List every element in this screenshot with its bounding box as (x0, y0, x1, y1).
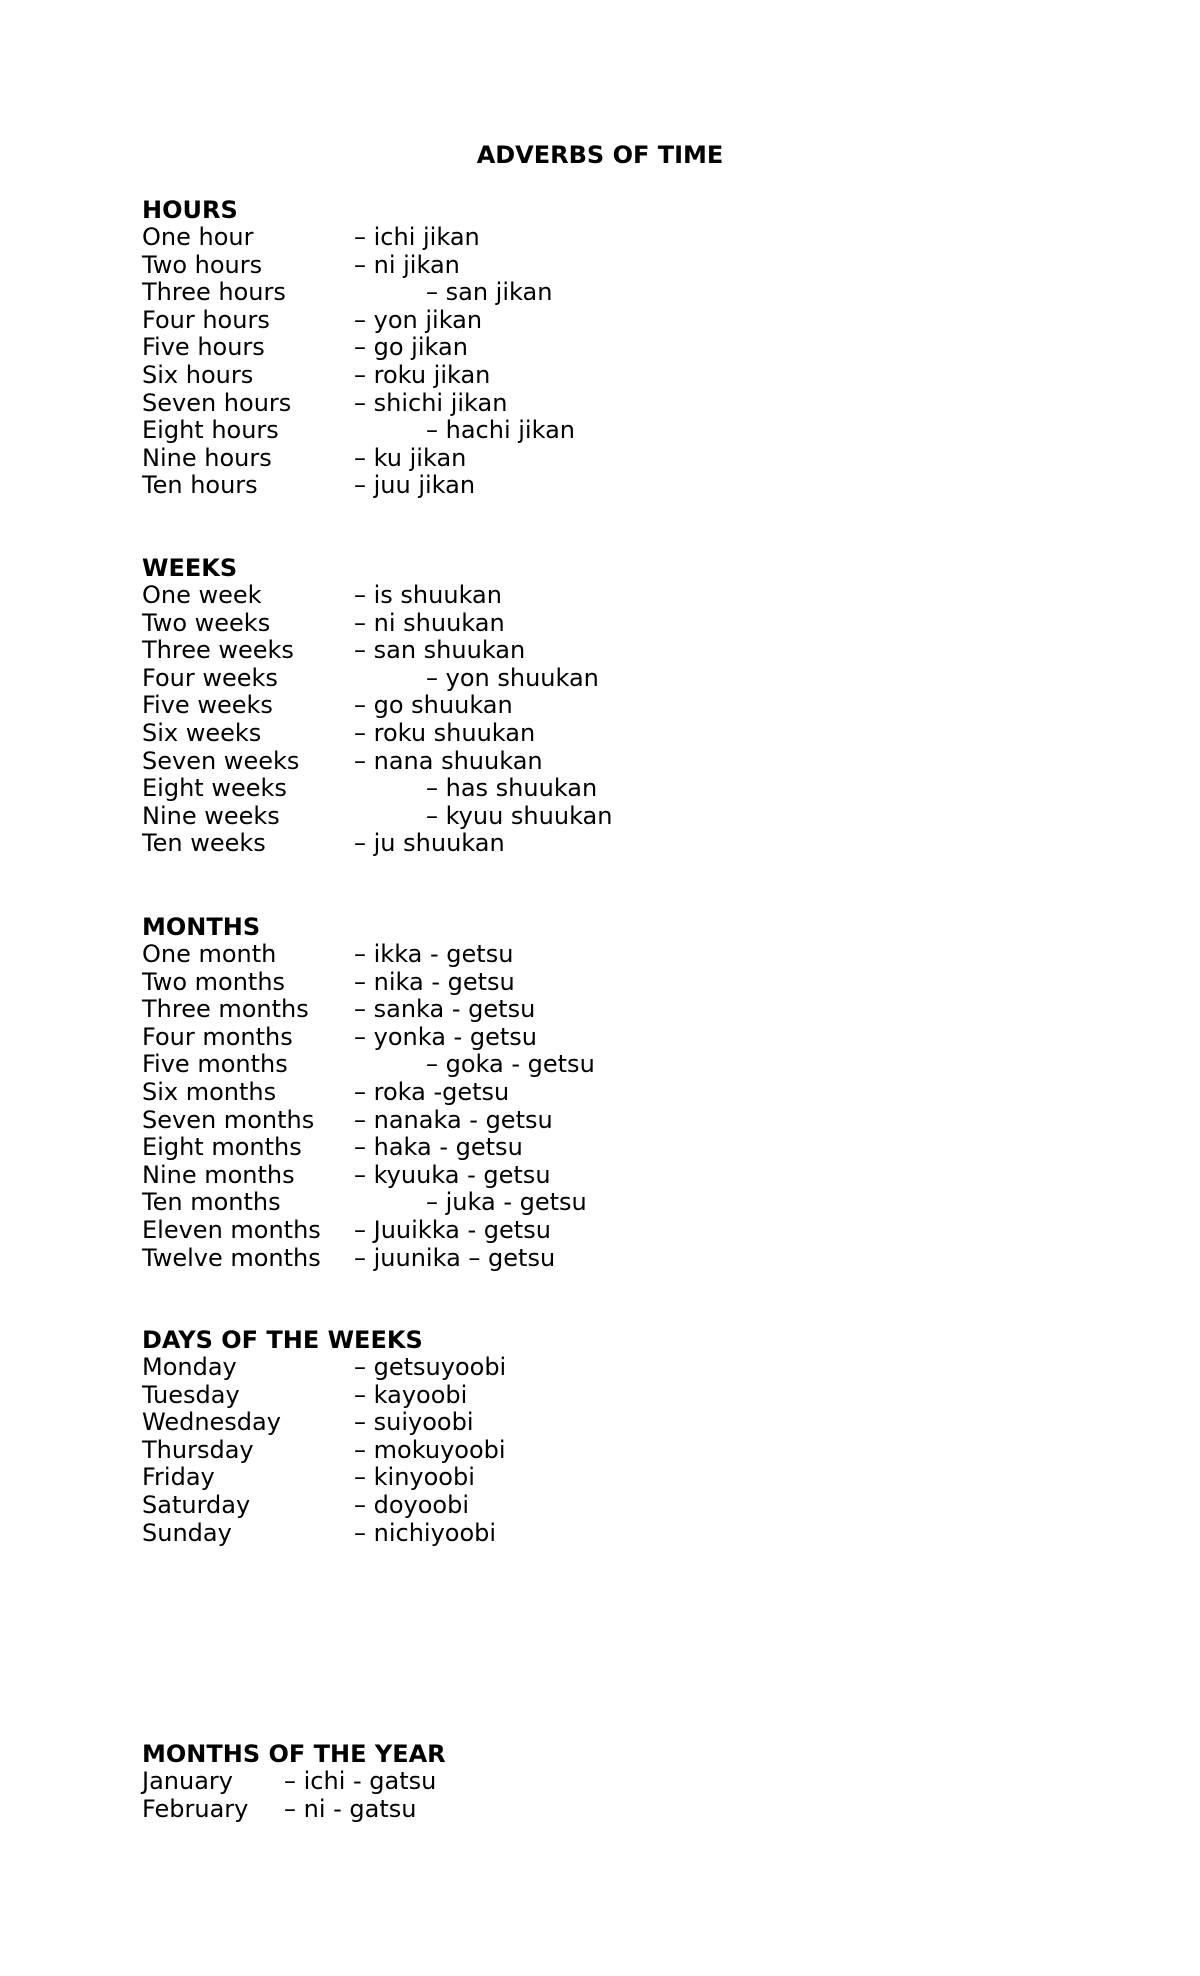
japanese-term: – ikka - getsu (354, 940, 514, 968)
list-item (142, 692, 1042, 720)
english-term: Seven hours (142, 388, 292, 417)
list-item (142, 279, 1042, 307)
japanese-term: – ni - gatsu (284, 1794, 417, 1823)
japanese-term: – san shuukan (354, 636, 526, 665)
list-item (142, 1107, 1042, 1135)
section-heading-days: DAYS OF THE WEEKS (142, 1326, 423, 1354)
english-term: Ten hours (142, 471, 258, 500)
english-term: Five hours (142, 333, 265, 362)
list-item (142, 445, 1042, 473)
list-item (142, 582, 1042, 610)
japanese-term: – nanaka - getsu (354, 1105, 553, 1134)
section-weeks (142, 554, 1042, 858)
english-term: Nine weeks (142, 801, 280, 830)
section-heading-months-of-year: MONTHS OF THE YEAR (142, 1740, 446, 1768)
english-term: Seven months (142, 1105, 315, 1134)
english-term: Nine hours (142, 443, 272, 472)
japanese-term: – sanka - getsu (354, 995, 536, 1024)
english-term: Ten months (142, 1188, 281, 1217)
japanese-term: – ku jikan (354, 443, 467, 472)
list-item (142, 748, 1042, 776)
japanese-term: – yon shuukan (426, 663, 599, 692)
english-term: Eleven months (142, 1215, 321, 1244)
english-term: Nine months (142, 1160, 295, 1189)
list-item (142, 996, 1042, 1024)
english-term: One month (142, 940, 277, 968)
english-term: Three weeks (142, 636, 294, 665)
english-term: Monday (142, 1353, 237, 1381)
english-term: Five weeks (142, 691, 273, 720)
english-term: Four hours (142, 305, 270, 334)
english-term: Two weeks (142, 608, 271, 637)
japanese-term: – is shuukan (354, 581, 502, 609)
page-title: ADVERBS OF TIME (476, 141, 724, 169)
list-item (142, 775, 1042, 803)
english-term: Seven weeks (142, 746, 300, 775)
english-term: Eight weeks (142, 774, 287, 803)
english-term: One hour (142, 223, 254, 251)
english-term: One week (142, 581, 262, 609)
english-term: Tuesday (142, 1380, 240, 1409)
list-item (142, 637, 1042, 665)
list-item (142, 1382, 1042, 1410)
list-item (142, 941, 1042, 969)
section-heading-months: MONTHS (142, 913, 261, 941)
japanese-term: – has shuukan (426, 774, 598, 803)
japanese-term: – shichi jikan (354, 388, 508, 417)
japanese-term: – ichi jikan (354, 223, 480, 251)
english-term: Four months (142, 1022, 293, 1051)
english-term: Three months (142, 995, 309, 1024)
section-hours (142, 196, 1042, 500)
english-term: Six hours (142, 360, 254, 389)
list-item (142, 1768, 1042, 1796)
japanese-term: – kyuuka - getsu (354, 1160, 551, 1189)
list-item (142, 1079, 1042, 1107)
japanese-term: – ju shuukan (354, 829, 505, 858)
japanese-term: – goka - getsu (426, 1050, 595, 1079)
japanese-term: – juu jikan (354, 471, 476, 500)
english-term: Sunday (142, 1518, 232, 1547)
japanese-term: – yonka - getsu (354, 1022, 537, 1051)
section-months-of-year (142, 1740, 1042, 1823)
japanese-term: – Juuikka - getsu (354, 1215, 551, 1244)
list-item (142, 1354, 1042, 1382)
english-term: Two months (142, 967, 286, 996)
japanese-term: – kyuu shuukan (426, 801, 613, 830)
english-term: Friday (142, 1463, 215, 1492)
list-item (142, 1409, 1042, 1437)
list-item (142, 1051, 1042, 1079)
list-item (142, 969, 1042, 997)
english-term: Eight hours (142, 416, 279, 445)
japanese-term: – roku shuukan (354, 718, 536, 747)
list-item (142, 610, 1042, 638)
japanese-term: – go shuukan (354, 691, 513, 720)
list-item (142, 472, 1042, 500)
english-term: Twelve months (142, 1243, 321, 1272)
japanese-term: – doyoobi (354, 1490, 470, 1519)
list-item (142, 224, 1042, 252)
section-heading-hours: HOURS (142, 196, 238, 224)
japanese-term: – nana shuukan (354, 746, 543, 775)
japanese-term: – roku jikan (354, 360, 491, 389)
japanese-term: – go jikan (354, 333, 468, 362)
list-item (142, 417, 1042, 445)
english-term: Saturday (142, 1490, 251, 1519)
list-item (142, 1464, 1042, 1492)
list-item (142, 803, 1042, 831)
english-term: Six weeks (142, 718, 262, 747)
japanese-term: – juka - getsu (426, 1188, 587, 1217)
japanese-term: – kayoobi (354, 1380, 468, 1409)
japanese-term: – ichi - gatsu (284, 1767, 437, 1795)
list-item (142, 1217, 1042, 1245)
list-item (142, 1492, 1042, 1520)
list-item (142, 665, 1042, 693)
list-item (142, 830, 1042, 858)
list-item (142, 362, 1042, 390)
list-item (142, 720, 1042, 748)
list-item (142, 1796, 1042, 1824)
english-term: Eight months (142, 1133, 302, 1162)
list-item (142, 1162, 1042, 1190)
list-item (142, 1189, 1042, 1217)
list-item (142, 252, 1042, 280)
list-item (142, 1245, 1042, 1273)
list-item (142, 1437, 1042, 1465)
japanese-term: – juunika – getsu (354, 1243, 556, 1272)
english-term: Six months (142, 1077, 277, 1106)
english-term: February (142, 1794, 249, 1823)
japanese-term: – suiyoobi (354, 1408, 474, 1437)
japanese-term: – nichiyoobi (354, 1518, 497, 1547)
section-heading-weeks: WEEKS (142, 554, 238, 582)
english-term: Ten weeks (142, 829, 266, 858)
english-term: January (142, 1767, 233, 1795)
japanese-term: – hachi jikan (426, 416, 575, 445)
english-term: Wednesday (142, 1408, 281, 1437)
english-term: Two hours (142, 250, 263, 279)
list-item (142, 1134, 1042, 1162)
japanese-term: – haka - getsu (354, 1133, 523, 1162)
japanese-term: – yon jikan (354, 305, 483, 334)
japanese-term: – ni shuukan (354, 608, 505, 637)
japanese-term: – getsuyoobi (354, 1353, 507, 1381)
english-term: Thursday (142, 1435, 254, 1464)
section-days (142, 1326, 1042, 1547)
english-term: Five months (142, 1050, 288, 1079)
english-term: Four weeks (142, 663, 278, 692)
list-item (142, 307, 1042, 335)
list-item (142, 334, 1042, 362)
japanese-term: – mokuyoobi (354, 1435, 506, 1464)
list-item (142, 1024, 1042, 1052)
japanese-term: – nika - getsu (354, 967, 515, 996)
japanese-term: – roka -getsu (354, 1077, 510, 1106)
section-months (142, 913, 1042, 1272)
list-item (142, 390, 1042, 418)
japanese-term: – kinyoobi (354, 1463, 475, 1492)
list-item (142, 1520, 1042, 1548)
english-term: Three hours (142, 278, 286, 307)
japanese-term: – ni jikan (354, 250, 460, 279)
japanese-term: – san jikan (426, 278, 553, 307)
